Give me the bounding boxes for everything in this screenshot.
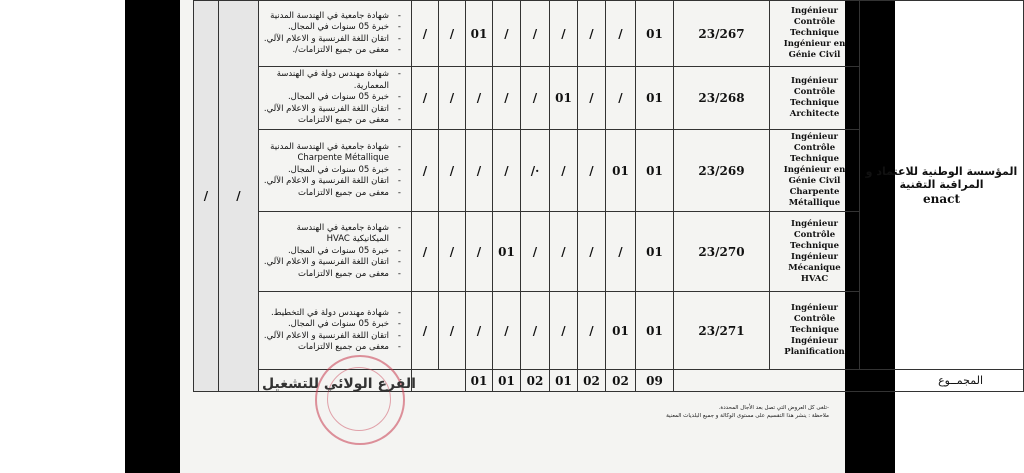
count-cell: / xyxy=(578,130,606,212)
count-cell: 01 xyxy=(636,292,674,370)
count-cell: / xyxy=(412,130,439,212)
requirement-item: - اتقان اللغة الفرنسية و الاعلام الآلي. xyxy=(263,257,389,269)
count-cell: / xyxy=(550,292,578,370)
requirement-item: - اتقان اللغة الفرنسية و الاعلام الآلي. xyxy=(263,34,389,46)
total-value: 02 xyxy=(521,370,550,392)
count-cell: / xyxy=(412,67,439,130)
position-title: Ingénieur Contrôle Technique Ingénieur Mécanique HVAC xyxy=(770,212,860,292)
institution-cell xyxy=(860,1,1024,370)
requirement-item: - شهادة مهندس دولة في التخطيط. xyxy=(263,308,389,320)
position-code: 23/270 xyxy=(674,212,770,292)
positions-table xyxy=(193,0,1024,392)
requirement-item: - خبرة 05 سنوات في المجال. xyxy=(263,165,389,177)
requirement-item: - اتقان اللغة الفرنسية و الاعلام الآلي. xyxy=(263,176,389,188)
requirements-cell xyxy=(259,1,412,67)
requirement-item: - خبرة 05 سنوات في المجال. xyxy=(263,246,389,258)
position-code: 23/271 xyxy=(674,292,770,370)
count-cell: / xyxy=(578,212,606,292)
count-cell: / xyxy=(439,1,466,67)
position-title: Ingénieur Contrôle Technique Ingénieur Planification xyxy=(770,292,860,370)
position-code: 23/268 xyxy=(674,67,770,130)
count-cell: 01 xyxy=(636,67,674,130)
requirements-cell xyxy=(259,212,412,292)
count-cell: 01 xyxy=(466,1,493,67)
requirement-item: - خبرة 05 سنوات في المجال. xyxy=(263,92,389,104)
table-row xyxy=(194,1,1024,67)
requirement-item: - خبرة 05 سنوات في المجال. xyxy=(263,22,389,34)
count-cell: / xyxy=(439,212,466,292)
total-value: 01 xyxy=(550,370,578,392)
requirement-item: - معفى من جميع الالتزامات xyxy=(263,342,389,354)
requirement-item: - شهادة مهندس دولة في الهندسة المعمارية. xyxy=(263,69,389,92)
extra-col-1: / xyxy=(194,1,219,392)
official-stamp xyxy=(315,355,405,445)
count-cell: / xyxy=(578,67,606,130)
count-cell: / xyxy=(466,130,493,212)
count-cell: / xyxy=(550,212,578,292)
count-cell: / xyxy=(521,1,550,67)
requirements-cell xyxy=(259,292,412,370)
count-cell: 01 xyxy=(636,1,674,67)
count-cell: / xyxy=(578,1,606,67)
total-value: 01 xyxy=(466,370,493,392)
count-cell: 01 xyxy=(606,292,636,370)
requirement-item: - اتقان اللغة الفرنسية و الاعلام الآلي. xyxy=(263,104,389,116)
count-cell: / xyxy=(466,212,493,292)
count-cell: / xyxy=(412,1,439,67)
totals-label: المجمــوع xyxy=(674,370,1024,392)
requirement-item: - معفى من جميع الالتزامات/. xyxy=(263,45,389,57)
requirement-item: - معفى من جميع الالتزامات xyxy=(263,269,389,281)
requirement-item: - خبرة 05 سنوات في المجال. xyxy=(263,319,389,331)
count-cell: / xyxy=(466,292,493,370)
count-cell: / xyxy=(439,67,466,130)
total-value: 02 xyxy=(578,370,606,392)
count-cell: / xyxy=(493,67,521,130)
requirement-item: - شهادة جامعية في الهندسة الميكانيكية HVAC xyxy=(263,223,389,246)
count-cell: / xyxy=(412,292,439,370)
count-cell: / xyxy=(493,130,521,212)
total-value: 09 xyxy=(636,370,674,392)
count-cell: / xyxy=(578,292,606,370)
requirement-item: - معفى من جميع الالتزامات xyxy=(263,188,389,200)
requirement-item: - شهادة جامعية في الهندسة المدنية xyxy=(263,11,389,23)
left-black-band xyxy=(125,0,180,473)
position-title: Ingénieur Contrôle Technique Architecte xyxy=(770,67,860,130)
note-line-2: ملاحظة : ينشر هذا التقسيم على مستوى الوكالة و جميع البلديات المعنية xyxy=(666,413,829,419)
count-cell: / xyxy=(606,1,636,67)
count-cell: / xyxy=(493,1,521,67)
totals-filler xyxy=(412,370,466,392)
count-cell: 01 xyxy=(493,212,521,292)
count-cell: 01 xyxy=(636,130,674,212)
count-cell: / xyxy=(521,67,550,130)
count-cell: / xyxy=(606,212,636,292)
count-cell: / xyxy=(521,292,550,370)
count-cell: / xyxy=(550,1,578,67)
count-cell: / xyxy=(550,130,578,212)
count-cell: 01 xyxy=(636,212,674,292)
total-value: 02 xyxy=(606,370,636,392)
requirements-cell xyxy=(259,130,412,212)
extra-col-2: / xyxy=(219,1,259,392)
count-cell: / xyxy=(606,67,636,130)
position-title: Ingénieur Contrôle Technique Ingénieur en Génie Civil xyxy=(770,1,860,67)
total-value: 01 xyxy=(493,370,521,392)
count-cell: / xyxy=(493,292,521,370)
count-cell: / xyxy=(412,212,439,292)
count-cell: / xyxy=(521,212,550,292)
position-code: 23/267 xyxy=(674,1,770,67)
count-cell: /· xyxy=(521,130,550,212)
requirement-item: - شهادة جامعية في الهندسة المدنية Charpente Métallique xyxy=(263,142,389,165)
institution-code: enact xyxy=(923,191,960,206)
signature-text: الفرع الولائي للتشغيل xyxy=(262,376,416,392)
position-title: Ingénieur Contrôle Technique Ingénieur en Génie Civil Charpente Métallique xyxy=(770,130,860,212)
requirement-item: - معفى من جميع الالتزامات xyxy=(263,115,389,127)
institution-name: المؤسسة الوطنية للاعتماد و المراقبة التقنية xyxy=(865,164,1018,191)
count-cell: / xyxy=(439,130,466,212)
count-cell: / xyxy=(466,67,493,130)
requirements-cell xyxy=(259,67,412,130)
count-cell: 01 xyxy=(550,67,578,130)
count-cell: / xyxy=(439,292,466,370)
requirement-item: - اتقان اللغة الفرنسية و الاعلام الآلي. xyxy=(263,331,389,343)
count-cell: 01 xyxy=(606,130,636,212)
note-line-1: -تلغى كل العروض التي تصل بعد الأجال المحددة. xyxy=(718,405,829,411)
position-code: 23/269 xyxy=(674,130,770,212)
notes xyxy=(666,404,829,420)
